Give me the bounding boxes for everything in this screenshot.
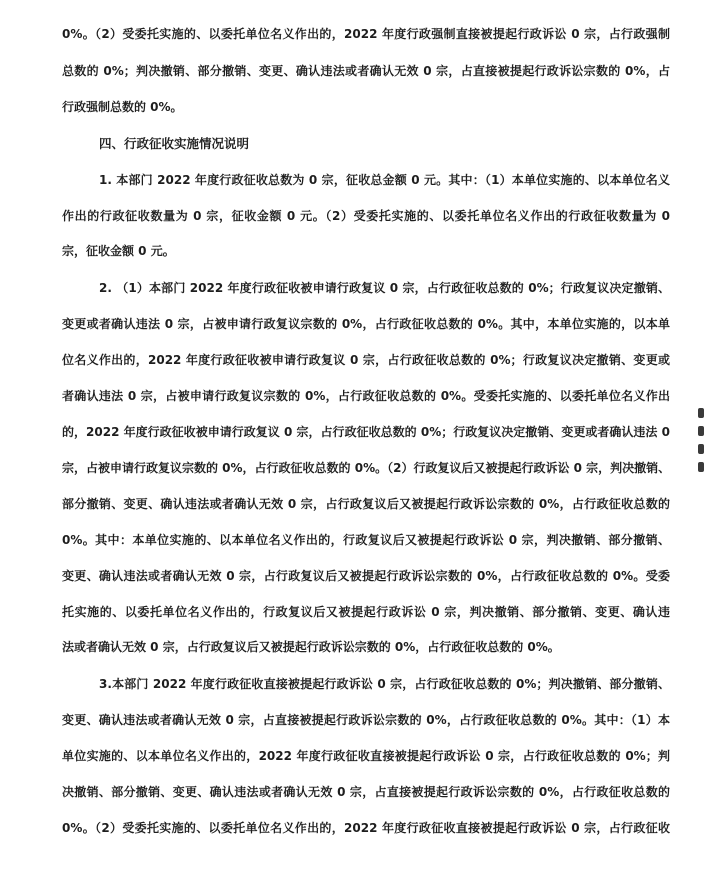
section-heading-4: 四、行政征收实施情况说明 [99, 136, 250, 151]
paragraph-1-line-1: 1. 本部门 2022 年度行政征收总数为 0 宗，征收总金额 0 元。其中：（1）本单位实施的、以本单位名义 [99, 173, 670, 187]
paragraph-2-line-8: 0%。其中：本单位实施的、以本单位名义作出的，行政复议后又被提起行政诉讼 0 宗，判决撤销、部分撤销、 [62, 533, 670, 547]
scan-edge-mark [696, 400, 704, 500]
paragraph-1-line-3: 宗，征收金额 0 元。 [62, 244, 175, 258]
paragraph-2-line-10: 托实施的、以委托单位名义作出的，行政复议后又被提起行政诉讼 0 宗，判决撤销、部分撤销、变更、确认违 [62, 605, 670, 619]
text-line-2: 总数的 0%；判决撤销、部分撤销、变更、确认违法或者确认无效 0 宗，占直接被提起行政诉讼宗数的 0%，占 [62, 64, 670, 78]
paragraph-2-line-11: 法或者确认无效 0 宗，占行政复议后又被提起行政诉讼宗数的 0%，占行政征收总数的 0%。 [62, 640, 560, 654]
paragraph-3-line-1: 3.本部门 2022 年度行政征收直接被提起行政诉讼 0 宗，占行政征收总数的 0%；判决撤销、部分撤销、 [99, 677, 670, 691]
paragraph-1-line-2: 作出的行政征收数量为 0 宗，征收金额 0 元。（2）受委托实施的、以委托单位名义作出的行政征收数量为 0 [62, 209, 670, 223]
paragraph-3-line-3: 单位实施的、以本单位名义作出的，2022 年度行政征收直接被提起行政诉讼 0 宗，占行政征收总数的 0%；判 [62, 749, 670, 763]
paragraph-2-line-9: 变更、确认违法或者确认无效 0 宗，占行政复议后又被提起行政诉讼宗数的 0%，占行政征收总数的 0%。受委 [62, 569, 670, 583]
paragraph-2-line-1: 2. （1）本部门 2022 年度行政征收被申请行政复议 0 宗，占行政征收总数的 0%；行政复议决定撤销、 [99, 281, 670, 295]
paragraph-2-line-5: 的，2022 年度行政征收被申请行政复议 0 宗，占行政征收总数的 0%；行政复议决定撤销、变更或者确认违法 0 [62, 425, 670, 439]
text-line-3: 行政强制总数的 0%。 [62, 100, 183, 114]
paragraph-3-line-2: 变更、确认违法或者确认无效 0 宗，占直接被提起行政诉讼宗数的 0%，占行政征收总数的 0%。其中：（1）本 [62, 713, 670, 727]
paragraph-2-line-6: 宗，占被申请行政复议宗数的 0%，占行政征收总数的 0%。（2）行政复议后又被提起行政诉讼 0 宗，判决撤销、 [62, 461, 670, 475]
paragraph-3-line-4: 决撤销、部分撤销、变更、确认违法或者确认无效 0 宗，占直接被提起行政诉讼宗数的 0%，占行政征收总数的 [62, 785, 670, 799]
paragraph-2-line-2: 变更或者确认违法 0 宗，占被申请行政复议宗数的 0%，占行政征收总数的 0%。其中，本单位实施的，以本单 [62, 317, 670, 331]
text-line-1: 0%。（2）受委托实施的、以委托单位名义作出的，2022 年度行政强制直接被提起行政诉讼 0 宗，占行政强制 [62, 27, 670, 41]
paragraph-2-line-4: 者确认违法 0 宗，占被申请行政复议宗数的 0%，占行政征收总数的 0%。受委托实施的、以委托单位名义作出 [62, 389, 670, 403]
paragraph-2-line-3: 位名义作出的，2022 年度行政征收被申请行政复议 0 宗，占行政征收总数的 0%；行政复议决定撤销、变更或 [62, 353, 670, 367]
paragraph-3-line-5: 0%。（2）受委托实施的、以委托单位名义作出的，2022 年度行政征收直接被提起行政诉讼 0 宗，占行政征收 [62, 821, 670, 835]
paragraph-2-line-7: 部分撤销、变更、确认违法或者确认无效 0 宗，占行政复议后又被提起行政诉讼宗数的 0%，占行政征收总数的 [62, 497, 670, 511]
